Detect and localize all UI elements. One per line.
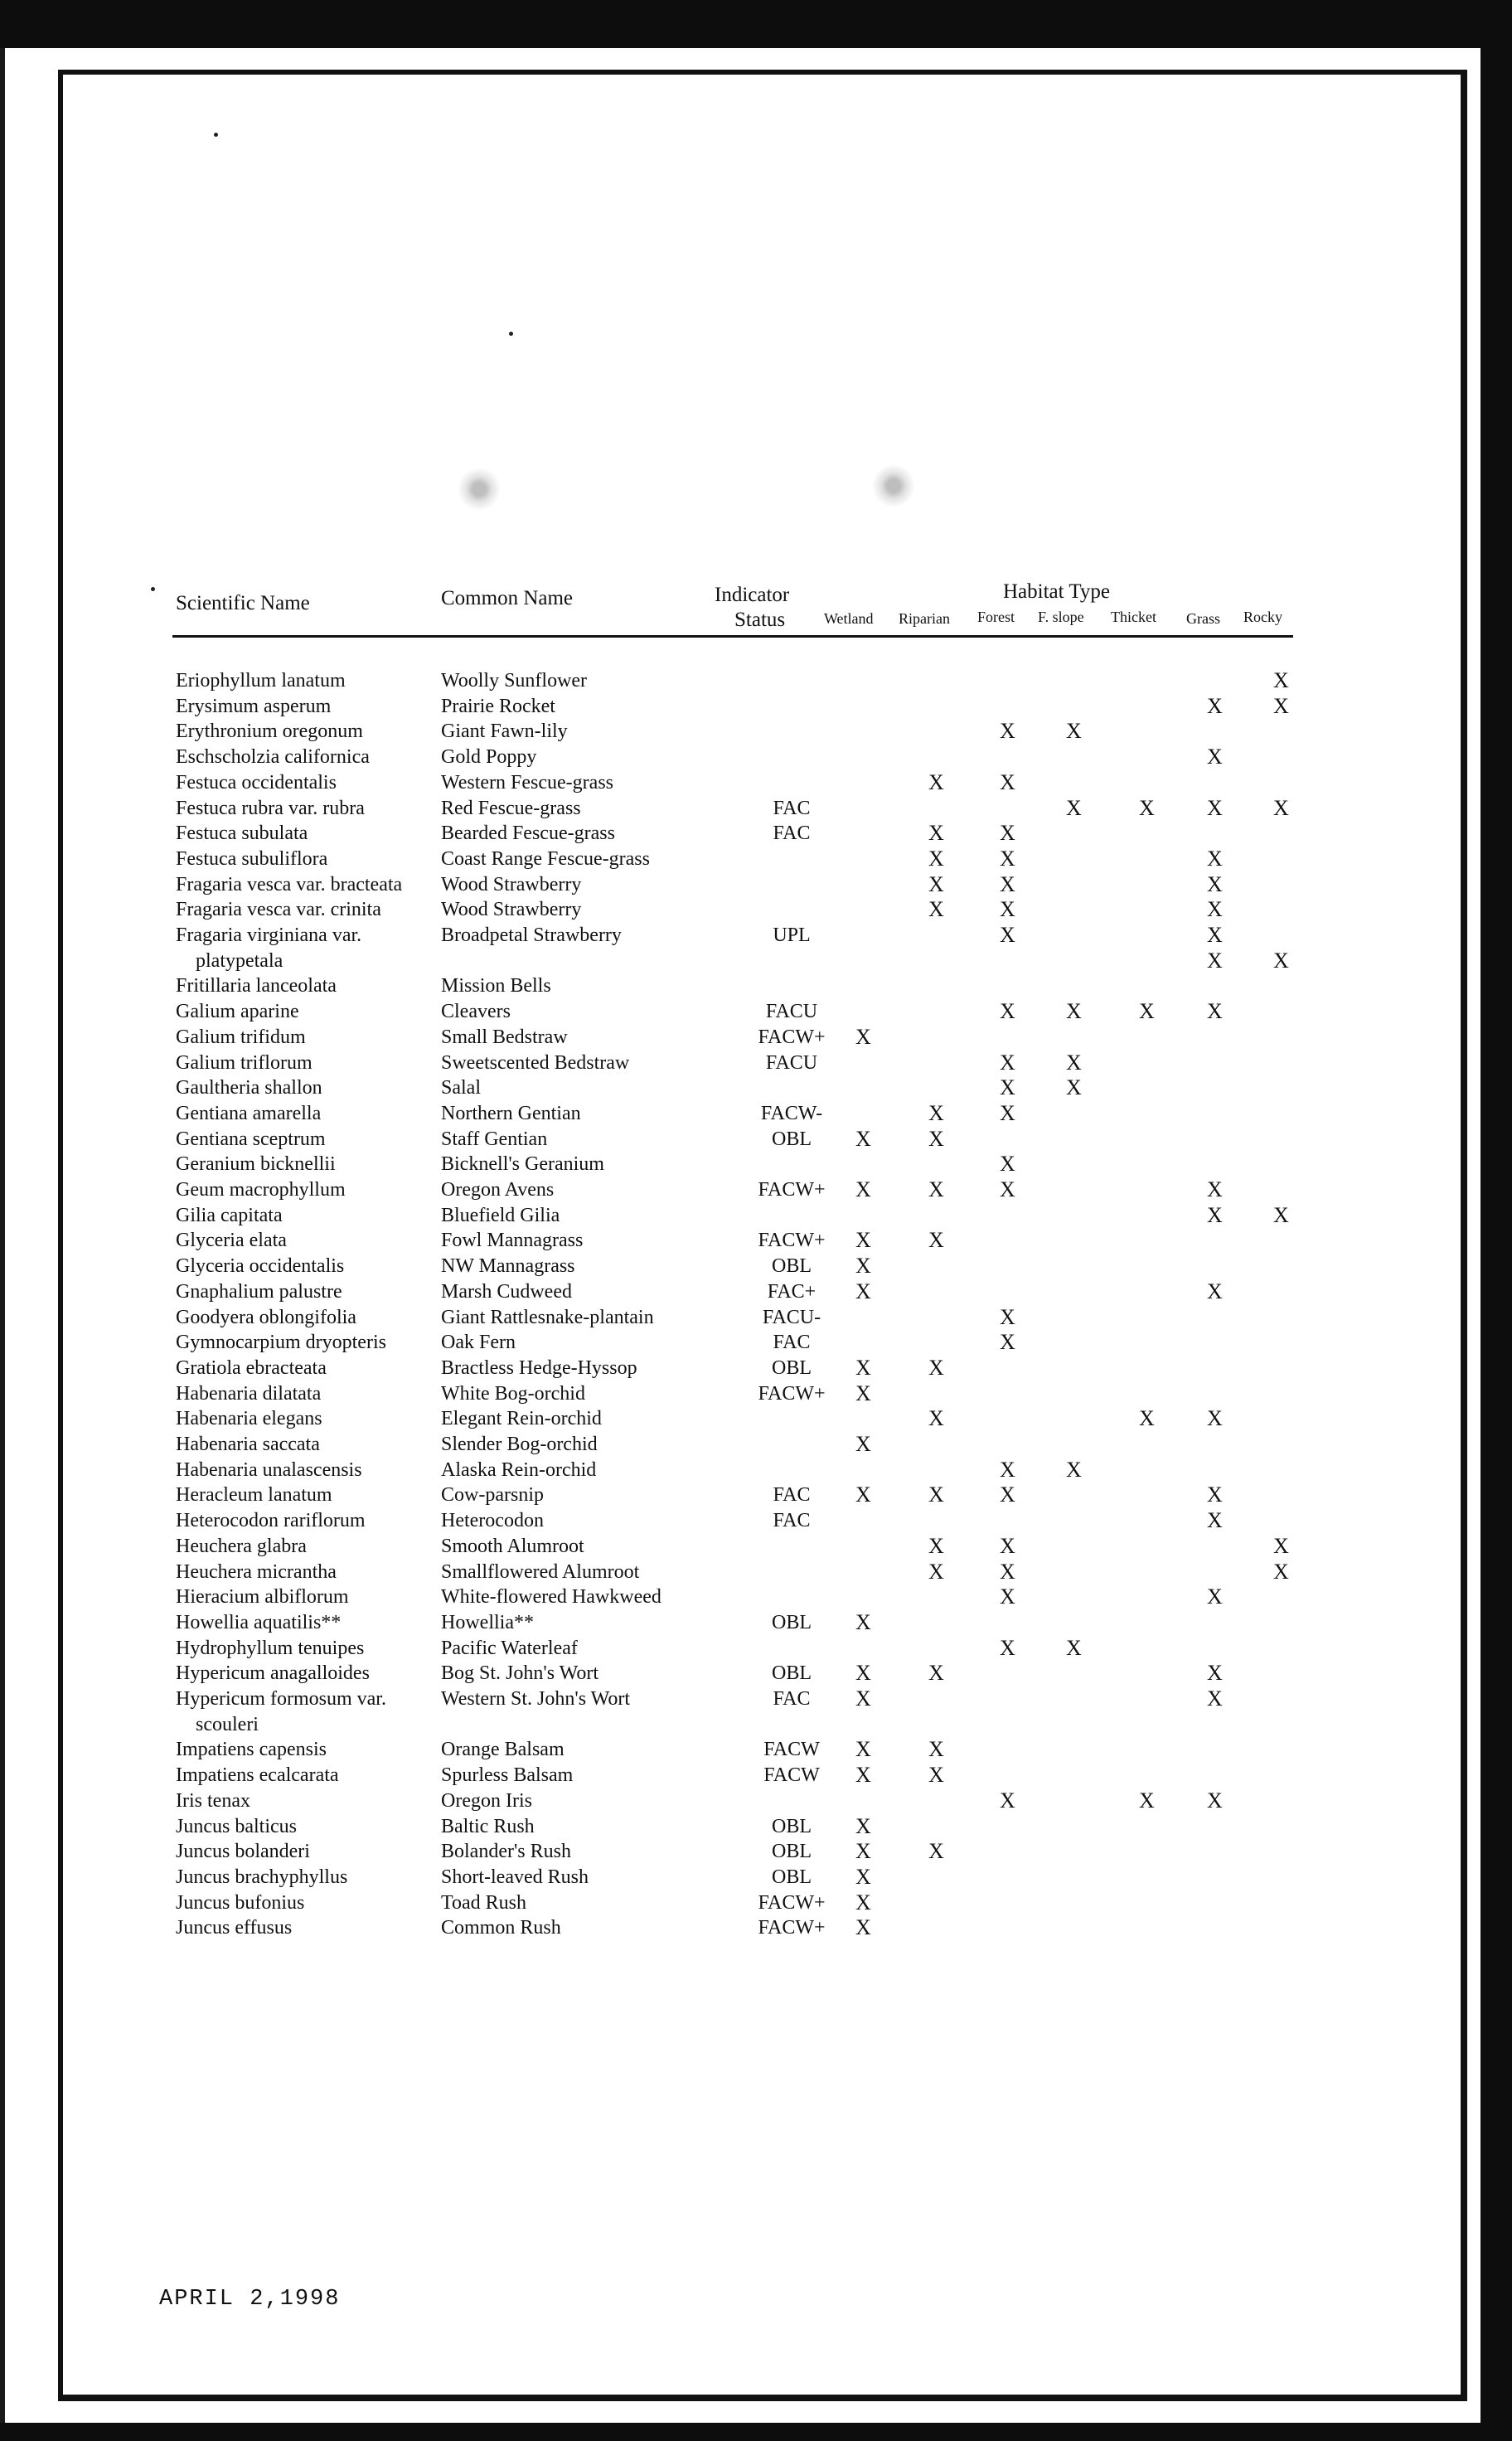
scientific-name-cell: Gentiana sceptrum <box>176 1128 326 1150</box>
habitat-mark-riparian: X <box>928 1661 944 1686</box>
habitat-mark-thicket: X <box>1139 1788 1155 1813</box>
scientific-name-cell: Eschscholzia californica <box>176 746 370 769</box>
header-grass: Grass <box>1186 610 1220 627</box>
indicator-status-cell: FACW <box>763 1739 820 1761</box>
indicator-status-cell: FACW+ <box>758 1917 826 1939</box>
scientific-name-cell: Hypericum formosum var. <box>176 1688 386 1710</box>
header-forest: Forest <box>977 609 1015 625</box>
table-row <box>0 949 1512 975</box>
habitat-mark-forest: X <box>1000 897 1015 922</box>
table-row <box>0 923 1512 949</box>
common-name-cell: Broadpetal Strawberry <box>441 924 622 946</box>
habitat-mark-rocky: X <box>1273 948 1289 973</box>
scientific-name-cell: Glyceria elata <box>176 1230 287 1252</box>
table-row <box>0 1458 1512 1484</box>
scientific-name-cell: Glyceria occidentalis <box>176 1255 345 1278</box>
habitat-mark-f-slope: X <box>1066 1075 1082 1100</box>
table-row <box>0 770 1512 797</box>
common-name-cell: Giant Fawn-lily <box>441 721 568 743</box>
common-name-cell: Spurless Balsam <box>441 1764 574 1787</box>
common-name-cell: Elegant Rein-orchid <box>441 1408 602 1430</box>
habitat-mark-wetland: X <box>855 1254 871 1279</box>
indicator-status-cell: FAC <box>773 1484 811 1507</box>
habitat-mark-wetland: X <box>855 1177 871 1201</box>
table-row <box>0 1075 1512 1102</box>
habitat-mark-rocky: X <box>1273 795 1289 820</box>
indicator-status-cell: OBL <box>772 1128 812 1150</box>
common-name-cell: Smallflowered Alumroot <box>441 1560 640 1583</box>
table-row <box>0 1737 1512 1764</box>
scientific-name-cell: Festuca rubra var. rubra <box>176 797 365 819</box>
table-row <box>0 1560 1512 1586</box>
scientific-name-cell: Heuchera glabra <box>176 1535 307 1557</box>
common-name-cell: Wood Strawberry <box>441 899 582 921</box>
habitat-mark-wetland: X <box>855 1024 871 1049</box>
common-name-cell: Small Bedstraw <box>441 1026 568 1048</box>
habitat-mark-forest: X <box>1000 1457 1015 1482</box>
habitat-mark-grass: X <box>1207 693 1223 718</box>
habitat-mark-riparian: X <box>928 1126 944 1151</box>
habitat-mark-grass: X <box>1207 1202 1223 1227</box>
habitat-mark-wetland: X <box>855 1483 871 1507</box>
habitat-mark-forest: X <box>1000 719 1015 744</box>
header-riparian: Riparian <box>899 610 950 627</box>
scientific-name-cell: Gaultheria shallon <box>176 1077 322 1099</box>
indicator-status-cell: FAC <box>773 1332 811 1354</box>
habitat-mark-forest: X <box>1000 923 1015 947</box>
habitat-mark-forest: X <box>1000 1483 1015 1507</box>
common-name-cell: Smooth Alumroot <box>441 1535 584 1557</box>
table-row <box>0 1152 1512 1178</box>
habitat-mark-wetland: X <box>855 1813 871 1838</box>
indicator-status-cell: FAC <box>773 1510 811 1532</box>
common-name-cell: Fowl Mannagrass <box>441 1230 584 1252</box>
scientific-name-cell: Fragaria vesca var. crinita <box>176 899 381 921</box>
common-name-cell: Western Fescue-grass <box>441 771 613 793</box>
scientific-name-cell: Geum macrophyllum <box>176 1179 346 1201</box>
scientific-name-cell: Fritillaria lanceolata <box>176 975 337 997</box>
habitat-mark-f-slope: X <box>1066 1050 1082 1075</box>
scientific-name-cell: Festuca subuliflora <box>176 847 328 870</box>
scientific-name-cell: Habenaria saccata <box>176 1434 320 1455</box>
table-row <box>0 1356 1512 1382</box>
common-name-cell: Gold Poppy <box>441 746 537 769</box>
habitat-mark-grass: X <box>1207 1483 1223 1507</box>
scientific-name-cell: Hypericum anagalloides <box>176 1662 370 1685</box>
indicator-status-cell: OBL <box>772 1662 812 1685</box>
habitat-mark-riparian: X <box>928 1533 944 1558</box>
scientific-name-cell: Impatiens capensis <box>176 1739 327 1761</box>
common-name-cell: Salal <box>441 1077 481 1099</box>
common-name-cell: Orange Balsam <box>441 1739 565 1761</box>
table-row <box>0 1890 1512 1917</box>
habitat-mark-forest: X <box>1000 1559 1015 1584</box>
table-row <box>0 847 1512 873</box>
common-name-cell: Mission Bells <box>441 975 551 997</box>
habitat-mark-wetland: X <box>855 1432 871 1456</box>
habitat-mark-wetland: X <box>855 1126 871 1151</box>
habitat-mark-forest: X <box>1000 846 1015 871</box>
indicator-status-cell: FACW+ <box>758 1891 826 1914</box>
scientific-name-cell: Habenaria unalascensis <box>176 1458 362 1481</box>
common-name-cell: Oregon Iris <box>441 1789 532 1812</box>
scientific-name-cell: Galium trifidum <box>176 1026 306 1048</box>
scientific-name-cell: Howellia aquatilis** <box>176 1611 342 1633</box>
table-row <box>0 1127 1512 1153</box>
indicator-status-cell: FACW <box>763 1764 820 1787</box>
scientific-name-cell: Heuchera micrantha <box>176 1560 337 1583</box>
indicator-status-cell: OBL <box>772 1815 812 1837</box>
habitat-mark-riparian: X <box>928 1100 944 1125</box>
scientific-name-cell: Heracleum lanatum <box>176 1484 332 1507</box>
habitat-mark-wetland: X <box>855 1228 871 1253</box>
habitat-mark-grass: X <box>1207 1788 1223 1813</box>
scientific-name-cell: Gymnocarpium dryopteris <box>176 1332 386 1354</box>
habitat-mark-rocky: X <box>1273 1533 1289 1558</box>
header-wetland: Wetland <box>824 610 874 627</box>
scientific-name-cell: Gilia capitata <box>176 1204 283 1226</box>
habitat-mark-forest: X <box>1000 1152 1015 1177</box>
table-row <box>0 1814 1512 1841</box>
scientific-name-cell: Hieracium albiflorum <box>176 1586 349 1609</box>
scientific-name-cell: Goodyera oblongifolia <box>176 1306 356 1328</box>
header-common-name: Common Name <box>441 587 574 609</box>
habitat-mark-forest: X <box>1000 1533 1015 1558</box>
table-row <box>0 1432 1512 1458</box>
habitat-mark-forest: X <box>1000 1635 1015 1660</box>
scientific-name-cell: Erythronium oregonum <box>176 721 363 743</box>
habitat-mark-forest: X <box>1000 871 1015 896</box>
common-name-cell: Toad Rush <box>441 1891 526 1914</box>
common-name-cell: Prairie Rocket <box>441 695 555 717</box>
scientific-name-cell: Hydrophyllum tenuipes <box>176 1637 365 1659</box>
common-name-cell: Bearded Fescue-grass <box>441 823 615 845</box>
habitat-mark-f-slope: X <box>1066 999 1082 1024</box>
indicator-status-cell: UPL <box>773 924 811 946</box>
scientific-name-cell: Habenaria dilatata <box>176 1382 322 1405</box>
indicator-status-cell: FACW+ <box>758 1230 826 1252</box>
habitat-mark-wetland: X <box>855 1686 871 1711</box>
common-name-cell: Howellia** <box>441 1611 534 1633</box>
habitat-mark-riparian: X <box>928 769 944 794</box>
habitat-mark-riparian: X <box>928 1737 944 1762</box>
common-name-cell: Pacific Waterleaf <box>441 1637 578 1659</box>
scientific-name-cell: Gratiola ebracteata <box>176 1356 327 1379</box>
table-row <box>0 821 1512 847</box>
scientific-name-cell: Erysimum asperum <box>176 695 332 717</box>
habitat-mark-forest: X <box>1000 821 1015 846</box>
common-name-cell: Marsh Cudweed <box>441 1280 572 1303</box>
habitat-mark-thicket: X <box>1139 999 1155 1024</box>
common-name-cell: Sweetscented Bedstraw <box>441 1051 630 1074</box>
habitat-mark-grass: X <box>1207 795 1223 820</box>
table-row <box>0 1865 1512 1891</box>
habitat-mark-riparian: X <box>928 1406 944 1431</box>
indicator-status-cell: OBL <box>772 1356 812 1379</box>
table-row <box>0 1330 1512 1356</box>
common-name-cell: Oregon Avens <box>441 1179 555 1201</box>
habitat-mark-forest: X <box>1000 1075 1015 1100</box>
table-row <box>0 1228 1512 1254</box>
header-habitat-type: Habitat Type <box>1003 580 1111 603</box>
habitat-mark-grass: X <box>1207 1584 1223 1609</box>
common-name-cell: Bicknell's Geranium <box>441 1153 604 1176</box>
table-row <box>0 1025 1512 1051</box>
common-name-cell: Bog St. John's Wort <box>441 1662 598 1685</box>
table-row <box>0 719 1512 745</box>
habitat-mark-wetland: X <box>855 1737 871 1762</box>
indicator-status-cell: FACU- <box>762 1306 821 1328</box>
habitat-mark-grass: X <box>1207 1686 1223 1711</box>
common-name-cell: Cleavers <box>441 1001 511 1023</box>
table-row <box>0 1254 1512 1280</box>
common-name-cell: Red Fescue-grass <box>441 797 581 819</box>
table-row <box>0 668 1512 695</box>
header-f-slope: F. slope <box>1038 609 1084 625</box>
indicator-status-cell: FACU <box>765 1001 818 1023</box>
indicator-status-cell: FACW+ <box>758 1382 826 1405</box>
table-row <box>0 897 1512 924</box>
common-name-cell: Short-leaved Rush <box>441 1866 589 1888</box>
habitat-mark-rocky: X <box>1273 1559 1289 1584</box>
header-status: Status <box>734 609 786 631</box>
habitat-mark-grass: X <box>1207 999 1223 1024</box>
table-row <box>0 1712 1512 1739</box>
habitat-mark-f-slope: X <box>1066 795 1082 820</box>
table-row <box>0 1101 1512 1128</box>
habitat-mark-riparian: X <box>928 846 944 871</box>
habitat-mark-grass: X <box>1207 1661 1223 1686</box>
scientific-name-cell: Festuca subulata <box>176 823 308 845</box>
habitat-mark-f-slope: X <box>1066 719 1082 744</box>
scientific-name-cell: Juncus brachyphyllus <box>176 1866 348 1888</box>
table-row <box>0 1661 1512 1687</box>
header-scientific-name: Scientific Name <box>176 592 310 614</box>
habitat-mark-thicket: X <box>1139 1406 1155 1431</box>
habitat-mark-thicket: X <box>1139 795 1155 820</box>
scientific-name-cell: Juncus effusus <box>176 1917 293 1939</box>
habitat-mark-grass: X <box>1207 897 1223 922</box>
habitat-mark-rocky: X <box>1273 668 1289 692</box>
table-row <box>0 1788 1512 1815</box>
habitat-mark-grass: X <box>1207 1177 1223 1201</box>
common-name-cell: Bolander's Rush <box>441 1841 571 1863</box>
common-name-cell: Staff Gentian <box>441 1128 548 1150</box>
habitat-mark-riparian: X <box>928 1559 944 1584</box>
habitat-mark-f-slope: X <box>1066 1635 1082 1660</box>
common-name-cell: Coast Range Fescue-grass <box>441 847 650 870</box>
header-rocky: Rocky <box>1243 609 1282 625</box>
habitat-mark-riparian: X <box>928 1839 944 1864</box>
common-name-cell: Woolly Sunflower <box>441 670 588 692</box>
common-name-cell: Baltic Rush <box>441 1815 535 1837</box>
habitat-mark-wetland: X <box>855 1763 871 1788</box>
scientific-name-cell: Gentiana amarella <box>176 1102 322 1124</box>
scientific-name-cell: Fragaria vesca var. bracteata <box>176 873 403 895</box>
habitat-mark-grass: X <box>1207 1508 1223 1533</box>
common-name-cell: NW Mannagrass <box>441 1255 575 1278</box>
table-row <box>0 1381 1512 1408</box>
table-row <box>0 1915 1512 1942</box>
habitat-mark-wetland: X <box>855 1381 871 1405</box>
habitat-mark-forest: X <box>1000 1100 1015 1125</box>
habitat-mark-forest: X <box>1000 1050 1015 1075</box>
table-row <box>0 1203 1512 1230</box>
table-row <box>0 1483 1512 1509</box>
indicator-status-cell: OBL <box>772 1255 812 1278</box>
habitat-mark-riparian: X <box>928 897 944 922</box>
indicator-status-cell: FACW+ <box>758 1179 826 1201</box>
habitat-mark-forest: X <box>1000 769 1015 794</box>
habitat-mark-wetland: X <box>855 1890 871 1914</box>
scientific-name-cell: Gnaphalium palustre <box>176 1280 342 1303</box>
table-row <box>0 1279 1512 1306</box>
scientific-name-cell: Festuca occidentalis <box>176 771 337 793</box>
table-row <box>0 1177 1512 1204</box>
habitat-mark-wetland: X <box>855 1355 871 1380</box>
habitat-mark-forest: X <box>1000 999 1015 1024</box>
table-row <box>0 1686 1512 1713</box>
habitat-mark-forest: X <box>1000 1788 1015 1813</box>
indicator-status-cell: FAC <box>773 797 811 819</box>
table-row <box>0 1839 1512 1866</box>
habitat-mark-riparian: X <box>928 1763 944 1788</box>
scientific-name-cell: Galium aparine <box>176 1001 299 1023</box>
table-row <box>0 694 1512 721</box>
habitat-mark-riparian: X <box>928 871 944 896</box>
table-row <box>0 1610 1512 1637</box>
indicator-status-cell: FACW+ <box>758 1026 826 1048</box>
habitat-mark-wetland: X <box>855 1839 871 1864</box>
common-name-cell: Slender Bog-orchid <box>441 1434 598 1455</box>
habitat-mark-grass: X <box>1207 846 1223 871</box>
habitat-mark-grass: X <box>1207 1406 1223 1431</box>
indicator-status-cell: OBL <box>772 1866 812 1888</box>
habitat-mark-wetland: X <box>855 1661 871 1686</box>
habitat-mark-rocky: X <box>1273 1202 1289 1227</box>
common-name-cell: Bluefield Gilia <box>441 1204 560 1226</box>
header-indicator: Indicator <box>715 584 790 606</box>
scientific-name-cell: Juncus balticus <box>176 1815 297 1837</box>
indicator-status-cell: OBL <box>772 1841 812 1863</box>
scientific-name-cell: platypetala <box>196 949 284 972</box>
habitat-mark-grass: X <box>1207 948 1223 973</box>
header-thicket: Thicket <box>1111 609 1156 625</box>
table-row <box>0 1051 1512 1077</box>
common-name-cell: Common Rush <box>441 1917 561 1939</box>
habitat-mark-riparian: X <box>928 821 944 846</box>
habitat-mark-grass: X <box>1207 1279 1223 1303</box>
common-name-cell: Wood Strawberry <box>441 873 582 895</box>
habitat-mark-forest: X <box>1000 1304 1015 1329</box>
scientific-name-cell: Heterocodon rariflorum <box>176 1510 366 1532</box>
table-row <box>0 1406 1512 1433</box>
indicator-status-cell: FAC+ <box>767 1280 817 1303</box>
common-name-cell: Western St. John's Wort <box>441 1688 631 1710</box>
habitat-mark-forest: X <box>1000 1584 1015 1609</box>
common-name-cell: Giant Rattlesnake-plantain <box>441 1306 654 1328</box>
habitat-mark-grass: X <box>1207 871 1223 896</box>
indicator-status-cell: FAC <box>773 1688 811 1710</box>
common-name-cell: Bractless Hedge-Hyssop <box>441 1356 637 1379</box>
habitat-mark-forest: X <box>1000 1330 1015 1355</box>
habitat-mark-rocky: X <box>1273 693 1289 718</box>
common-name-cell: Oak Fern <box>441 1332 516 1354</box>
table-row <box>0 745 1512 771</box>
table-row <box>0 1508 1512 1535</box>
habitat-mark-grass: X <box>1207 745 1223 769</box>
common-name-cell: Northern Gentian <box>441 1102 581 1124</box>
habitat-mark-wetland: X <box>855 1279 871 1303</box>
scientific-name-cell: Fragaria virginiana var. <box>176 924 362 946</box>
scientific-name-cell: Geranium bicknellii <box>176 1153 336 1176</box>
indicator-status-cell: FACU <box>765 1051 818 1074</box>
common-name-cell: Cow-parsnip <box>441 1484 544 1507</box>
footer-date: APRIL 2,1998 <box>159 2287 341 2312</box>
common-name-cell: Alaska Rein-orchid <box>441 1458 597 1481</box>
header-rule <box>172 635 1293 638</box>
indicator-status-cell: FACW- <box>760 1102 823 1124</box>
scientific-name-cell: Galium triflorum <box>176 1051 313 1074</box>
indicator-status-cell: FAC <box>773 823 811 845</box>
scientific-name-cell: Juncus bolanderi <box>176 1841 310 1863</box>
habitat-mark-f-slope: X <box>1066 1457 1082 1482</box>
habitat-mark-forest: X <box>1000 1177 1015 1201</box>
table-row <box>0 1636 1512 1662</box>
habitat-mark-riparian: X <box>928 1483 944 1507</box>
table-row <box>0 1763 1512 1789</box>
scientific-name-cell: Juncus bufonius <box>176 1891 305 1914</box>
table-row <box>0 999 1512 1026</box>
table-row <box>0 1534 1512 1560</box>
habitat-mark-riparian: X <box>928 1177 944 1201</box>
scientific-name-cell: Impatiens ecalcarata <box>176 1764 339 1787</box>
scientific-name-cell: Eriophyllum lanatum <box>176 670 346 692</box>
scientific-name-cell: scouleri <box>196 1713 259 1735</box>
common-name-cell: White Bog-orchid <box>441 1382 585 1405</box>
habitat-mark-grass: X <box>1207 923 1223 947</box>
habitat-mark-riparian: X <box>928 1228 944 1253</box>
habitat-mark-wetland: X <box>855 1915 871 1940</box>
indicator-status-cell: OBL <box>772 1611 812 1633</box>
habitat-mark-wetland: X <box>855 1864 871 1889</box>
scientific-name-cell: Iris tenax <box>176 1789 250 1812</box>
table-row <box>0 1305 1512 1332</box>
table-row <box>0 872 1512 899</box>
common-name-cell: White-flowered Hawkweed <box>441 1586 662 1609</box>
table-row <box>0 1584 1512 1611</box>
common-name-cell: Heterocodon <box>441 1510 544 1532</box>
habitat-mark-riparian: X <box>928 1355 944 1380</box>
table-row <box>0 796 1512 823</box>
table-row <box>0 973 1512 1000</box>
habitat-mark-wetland: X <box>855 1609 871 1634</box>
scientific-name-cell: Habenaria elegans <box>176 1408 322 1430</box>
